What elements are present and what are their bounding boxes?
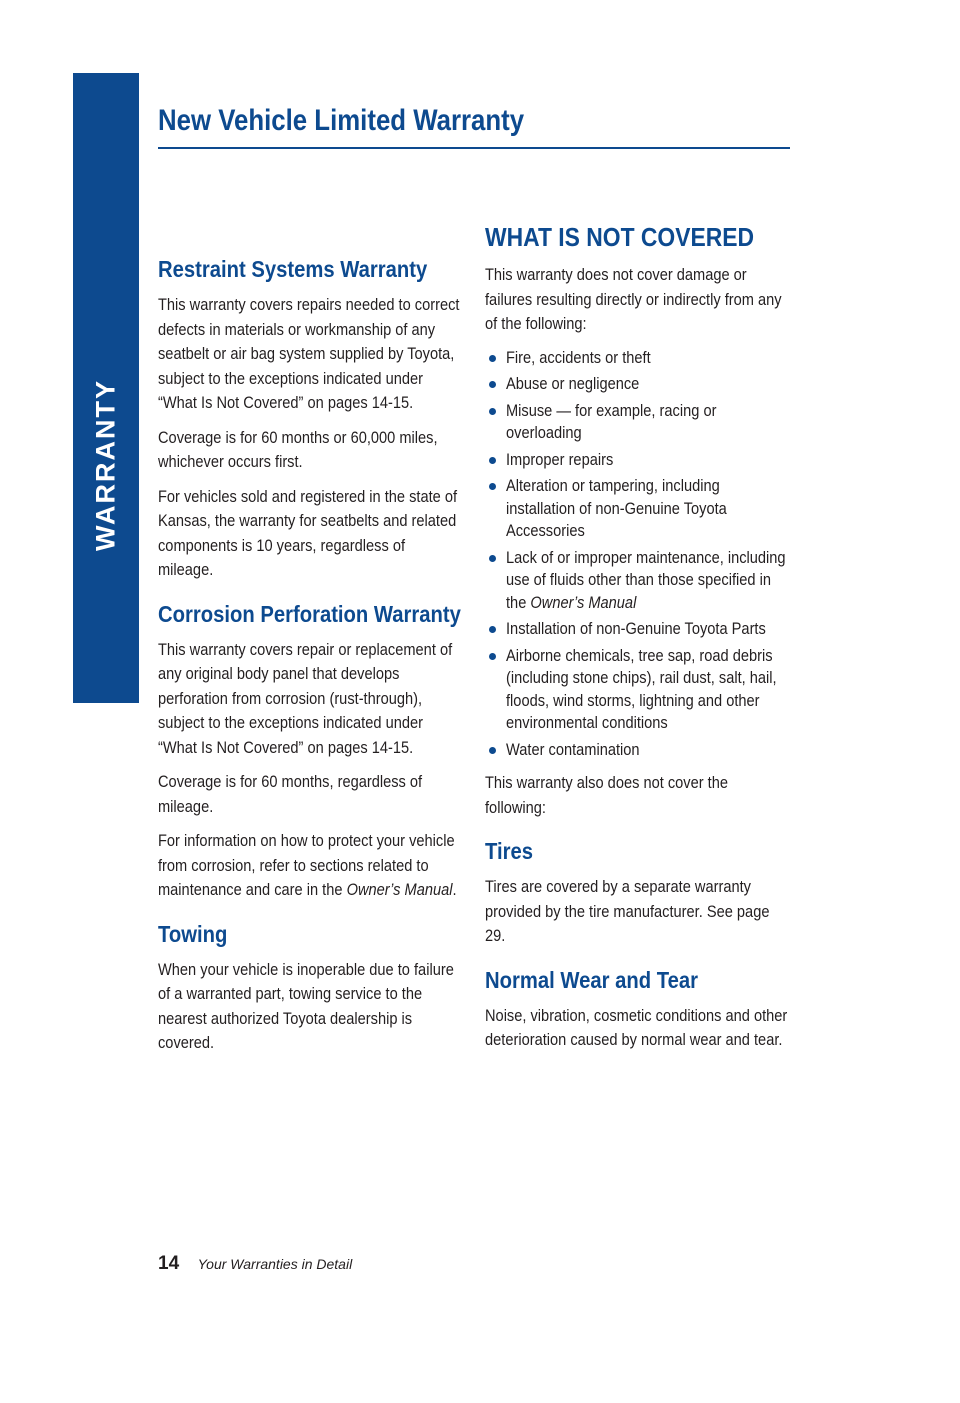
list-item: Improper repairs — [485, 449, 791, 472]
owners-manual-reference: Owner’s Manual — [530, 592, 637, 612]
restraint-paragraph-3: For vehicles sold and registered in the state of Kansas, the warranty for seatbelts and related components is 10 years, regardless of mileage. — [158, 486, 458, 579]
bullet-icon — [489, 555, 496, 562]
list-item: Abuse or negligence — [485, 373, 791, 396]
tires-paragraph: Tires are covered by a separate warranty provided by the tire manufacturer. See page 29. — [485, 877, 770, 945]
owners-manual-reference: Owner’s Manual — [346, 880, 453, 899]
bullet-icon — [489, 408, 496, 415]
bullet-icon — [489, 483, 496, 490]
list-item: Airborne chemicals, tree sap, road debris (including stone chips), rail dust, salt, hail, floods, wind storms, lightning and other environmental conditions — [485, 645, 791, 735]
list-item: Lack of or improper maintenance, including use of fluids other than those specified in the Owner’s Manual — [485, 547, 791, 615]
not-covered-intro: This warranty does not cover damage or failures resulting directly or indirectly from any of the following: — [485, 265, 782, 333]
list-item: Fire, accidents or theft — [485, 347, 791, 370]
side-tab-label: WARRANTY — [90, 379, 121, 551]
list-item: Water contamination — [485, 739, 791, 762]
restraint-section — [158, 256, 464, 583]
corrosion-paragraph-1: This warranty covers repair or replacement of any original body panel that develops perforation from corrosion (rust-through), subject to the exceptions indicated under “What Is Not Covered” on pages 14-15. — [158, 639, 453, 757]
corrosion-info-paragraph — [158, 829, 464, 903]
page-number: 14 — [158, 1253, 180, 1274]
tires-heading: Tires — [485, 838, 534, 864]
restraint-paragraph-2: Coverage is for 60 months or 60,000 miles, whichever occurs first. — [158, 427, 438, 471]
right-column — [485, 222, 791, 1063]
bullet-icon — [489, 653, 496, 660]
tires-section — [485, 838, 791, 949]
not-covered-outro: This warranty also does not cover the following: — [485, 773, 728, 817]
corrosion-paragraph-2: Coverage is for 60 months, regardless of mileage. — [158, 772, 423, 816]
left-column — [158, 256, 464, 1066]
restraint-paragraph-1: This warranty covers repairs needed to correct defects in materials or workmanship of any seatbelt or air bag system supplied by Toyota, subject to the exceptions indicated under “What Is Not Covered” on pages 14-15. — [158, 295, 460, 412]
page-footer — [158, 1253, 352, 1275]
not-covered-heading: WHAT IS NOT COVERED — [485, 222, 755, 252]
list-item: Alteration or tampering, including installation of non-Genuine Toyota Accessories — [485, 475, 791, 543]
footer-text: Your Warranties in Detail — [197, 1256, 353, 1272]
bullet-icon — [489, 626, 496, 633]
towing-heading: Towing — [158, 920, 228, 947]
bullet-icon — [489, 381, 496, 388]
page-title: New Vehicle Limited Warranty — [158, 104, 525, 137]
towing-section — [158, 921, 464, 1056]
corrosion-section — [158, 601, 464, 903]
restraint-heading: Restraint Systems Warranty — [158, 256, 428, 282]
side-tab — [73, 73, 139, 703]
corrosion-info-text: For information on how to protect your vehicle from corrosion, refer to sections related to maintenance and care in the — [158, 831, 455, 899]
bullet-icon — [489, 355, 496, 362]
wear-heading: Normal Wear and Tear — [485, 966, 698, 993]
bullet-icon — [489, 457, 496, 464]
list-item: Misuse — for example, racing or overloading — [485, 400, 791, 445]
towing-paragraph: When your vehicle is inoperable due to failure of a warranted part, towing service to the nearest authorized Toyota dealership is covered. — [158, 959, 454, 1052]
corrosion-info-end: . — [452, 880, 457, 899]
corrosion-heading: Corrosion Perforation Warranty — [158, 600, 461, 627]
not-covered-section — [485, 222, 791, 820]
wear-paragraph: Noise, vibration, cosmetic conditions and other deterioration caused by normal wear and tear. — [485, 1005, 788, 1049]
title-rule — [158, 147, 790, 149]
list-item: Installation of non-Genuine Toyota Parts — [485, 618, 791, 641]
wear-section — [485, 967, 791, 1053]
bullet-icon — [489, 747, 496, 754]
not-covered-list — [485, 347, 791, 762]
